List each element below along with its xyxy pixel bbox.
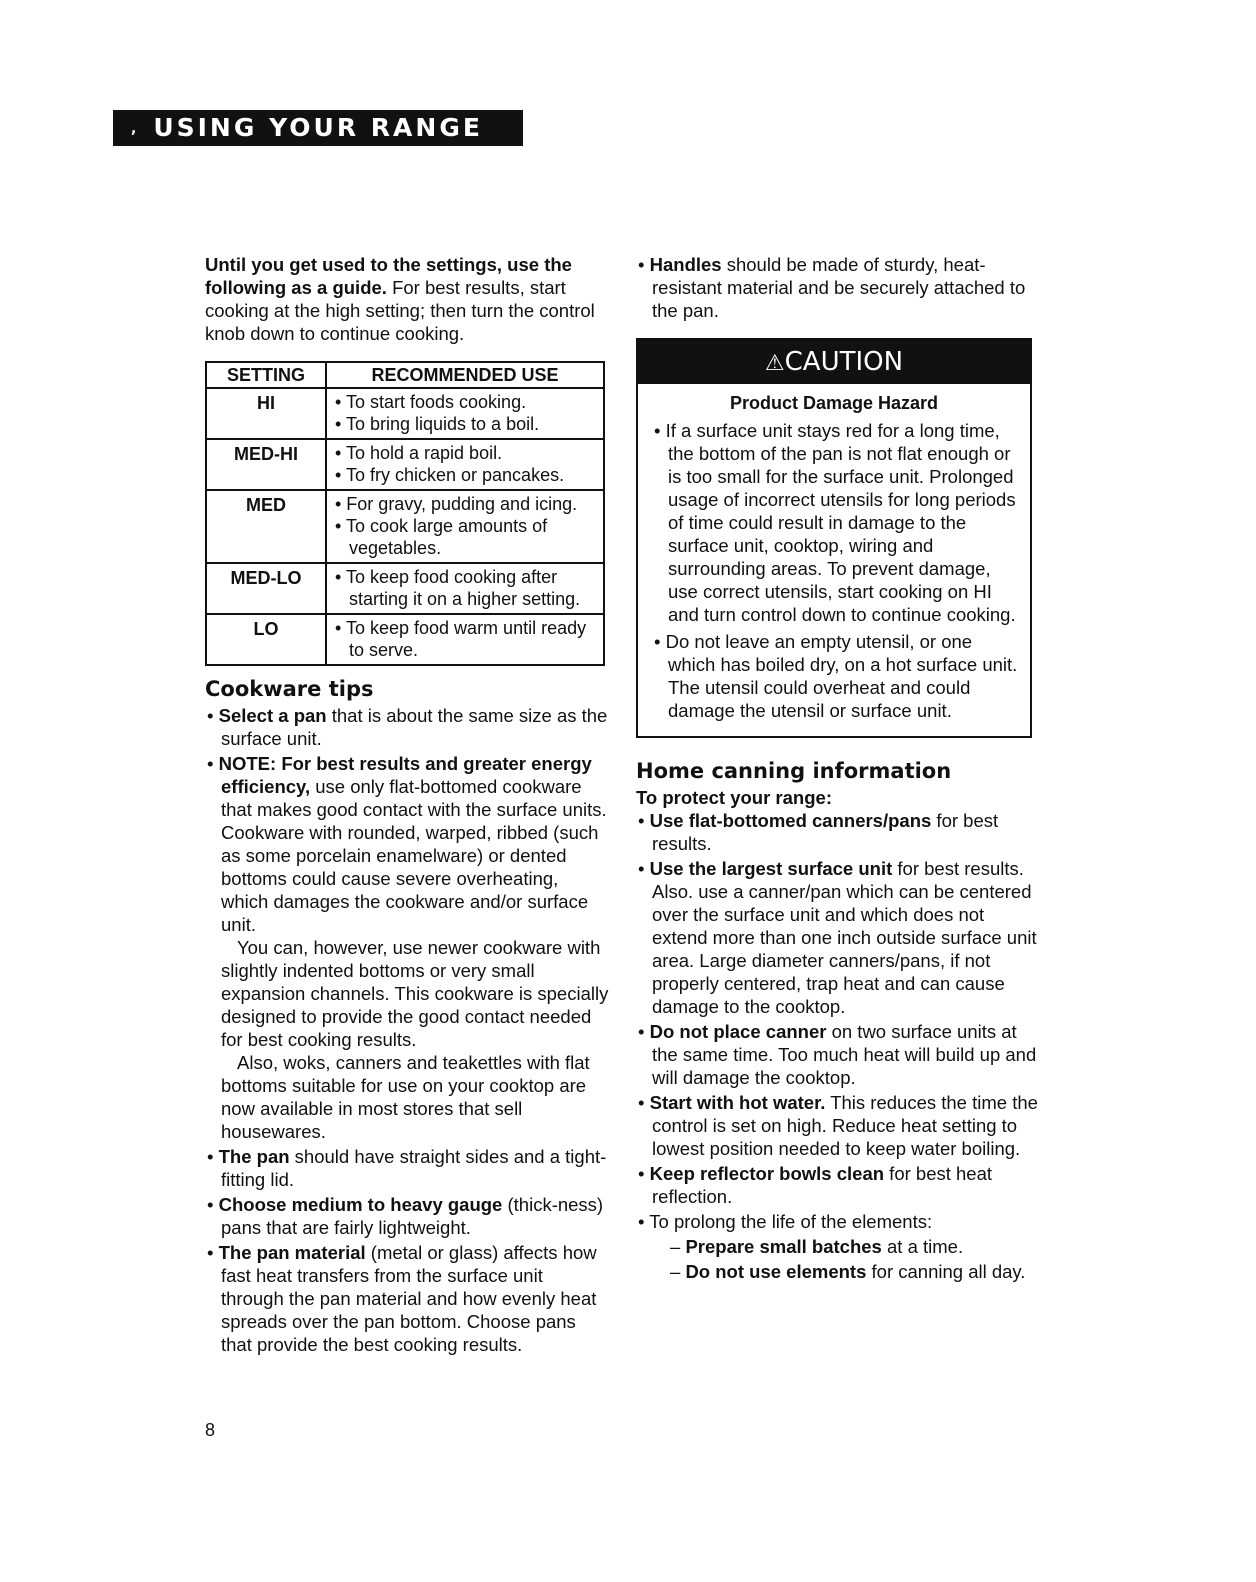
canning-bold: Use the largest surface unit — [649, 858, 893, 879]
col-header-use: RECOMMENDED USE — [326, 362, 604, 388]
canning-text: for best results. Also. use a canner/pan which can be centered over the surface unit and which does not extend more than one inch outside surface unit area. Large diameter canners/pans, if not properly centered, trap heat and can cause damage to the cooktop. — [652, 858, 1037, 1017]
handles-bold: Handles — [649, 254, 722, 275]
caution-text: If a surface unit stays red for a long time, the bottom of the pan is not flat enough or is too small for the surface unit. Prolonged usage of incorrect utensils for long periods of time could result in damage to the surface unit, cooktop, wiring and surrounding areas. To prevent damage, use correct utensils, start cooking on HI and turn control down to continue cooking. — [665, 420, 1016, 625]
dash-list — [652, 1235, 1041, 1283]
use-item: • To bring liquids to a boil. — [335, 414, 540, 434]
tip-bold: The pan — [218, 1146, 290, 1167]
table-row — [206, 563, 604, 614]
list-item: • Select a pan that is about the same size as the surface unit. — [207, 705, 608, 749]
caution-header — [638, 340, 1030, 384]
tip-text: should have straight sides and a tight-fitting lid. — [221, 1146, 607, 1190]
dash-bold: Prepare small batches — [685, 1236, 882, 1257]
dash-bold: Do not use elements — [685, 1261, 867, 1282]
intro-text: For best results, start cooking at the high setting; then turn the control knob down to continue cooking. — [205, 277, 595, 344]
list-item: • Use the largest surface unit for best results. Also. use a canner/pan which can be centered over the surface unit and which does not extend more than one inch outside surface unit area. Large diameter canners/pans, if not properly centered, trap heat and can cause damage to the cooktop. — [638, 858, 1037, 1017]
canning-bold: Start with hot water. — [649, 1092, 826, 1113]
setting-cell: MED — [206, 490, 326, 563]
canning-bold: Keep reflector bowls clean — [649, 1163, 885, 1184]
use-item: • To fry chicken or pancakes. — [335, 465, 565, 485]
setting-cell: MED-HI — [206, 439, 326, 490]
caution-list — [638, 419, 1030, 722]
table-row — [206, 490, 604, 563]
caution-subtitle: Product Damage Hazard — [729, 393, 939, 413]
right-column — [636, 253, 1041, 1285]
list-item: • Handles should be made of sturdy, heat-resistant material and be securely attached to the pan. — [638, 254, 1026, 321]
use-item: • To keep food cooking after starting it on a higher setting. — [335, 567, 581, 609]
intro-bold: Until you get used to the settings, use the following as a guide. — [205, 254, 572, 298]
setting-cell: HI — [206, 388, 326, 439]
left-column — [205, 253, 610, 1358]
list-item: • Do not leave an empty utensil, or one which has boiled dry, on a hot surface unit. The utensil could overheat and could damage the utensil or surface unit. — [654, 631, 1018, 721]
canning-text: This reduces the time the control is set on high. Reduce heat setting to lowest position needed to keep water boiling. — [652, 1092, 1038, 1159]
use-item: • To cook large amounts of vegetables. — [335, 516, 548, 558]
list-item: • Do not place canner on two surface units at the same time. Too much heat will build up and will damage the cooktop. — [638, 1021, 1037, 1088]
canning-bold: Do not place canner — [649, 1021, 827, 1042]
cookware-tips-list — [205, 704, 610, 1356]
tip-text: that is about the same size as the surface unit. — [221, 705, 608, 749]
page-number: 8 — [205, 1420, 216, 1440]
use-cell — [326, 490, 604, 563]
use-cell — [326, 614, 604, 665]
setting-cell: LO — [206, 614, 326, 665]
tip-text: (metal or glass) affects how fast heat transfers from the surface unit through the pan material and how evenly heat spreads over the pan bottom. Choose pans that provide the best cooking results. — [221, 1242, 597, 1355]
table-row — [206, 439, 604, 490]
settings-table — [205, 361, 605, 666]
handles-list — [636, 253, 1041, 322]
handles-text: should be made of sturdy, heat-resistant material and be securely attached to the pan. — [652, 254, 1026, 321]
table-header-row — [206, 362, 604, 388]
list-item: • Choose medium to heavy gauge (thick-ness) pans that are fairly lightweight. — [207, 1194, 604, 1238]
section-banner — [113, 110, 523, 146]
tip-bold: Choose medium to heavy gauge — [218, 1194, 503, 1215]
use-item: • To keep food warm until ready to serve. — [335, 618, 587, 660]
tip-bold: Select a pan — [218, 705, 327, 726]
dash-item: – Do not use elements for canning all day. — [670, 1261, 1026, 1282]
list-item: • The pan material (metal or glass) affects how fast heat transfers from the surface unit through the pan material and how evenly heat spreads over the pan bottom. Choose pans that provide the best cooking results. — [207, 1242, 597, 1355]
list-item: • The pan should have straight sides and a tight-fitting lid. — [207, 1146, 607, 1190]
canning-text: for best heat reflection. — [652, 1163, 993, 1207]
caution-title: CAUTION — [784, 347, 904, 377]
use-item: • For gravy, pudding and icing. — [335, 494, 578, 514]
dash-item: – Prepare small batches at a time. — [670, 1236, 964, 1257]
canning-heading: Home canning information — [636, 759, 952, 783]
canning-list — [636, 809, 1041, 1283]
dash-text: at a time. — [881, 1236, 964, 1257]
setting-cell: MED-LO — [206, 563, 326, 614]
table-row — [206, 388, 604, 439]
list-item: • If a surface unit stays red for a long time, the bottom of the pan is not flat enough or is too small for the surface unit. Prolonged usage of incorrect utensils for long periods of time could result in damage to the surface unit, cooktop, wiring and surrounding areas. To prevent damage, use correct utensils, start cooking on HI and turn control down to continue cooking. — [654, 420, 1016, 625]
use-item: • To hold a rapid boil. — [335, 443, 503, 463]
list-item: • Keep reflector bowls clean for best heat reflection. — [638, 1163, 993, 1207]
list-item: • To prolong the life of the elements: – Prepare small batches at a time. – Do not use elements for canning all day. — [636, 1210, 1041, 1283]
banner-bullet: , — [131, 121, 140, 137]
use-cell — [326, 388, 604, 439]
list-item: • Start with hot water. This reduces the time the control is set on high. Reduce heat setting to lowest position needed to keep water boiling. — [638, 1092, 1038, 1159]
use-cell — [326, 439, 604, 490]
list-item: • Use flat-bottomed canners/pans for best results. — [638, 810, 999, 854]
tip-paragraph: You can, however, use newer cookware with slightly indented bottoms or very small expansion channels. This cookware is specially designed to provide the good contact needed for best cooking results. — [221, 937, 609, 1050]
canning-bold: Use flat-bottomed canners/pans — [649, 810, 932, 831]
table-row — [206, 614, 604, 665]
caution-box — [636, 338, 1032, 738]
dash-text: for canning all day. — [866, 1261, 1026, 1282]
use-cell — [326, 563, 604, 614]
list-item: • NOTE: For best results and greater energy efficiency, use only flat-bottomed cookware that makes good contact with the surface units. Cookware with rounded, warped, ribbed (such as some porcelain enamelware) or dented bottoms could cause severe overheating, which damages the cookware and/or surface unit. You can, however, use newer cookware with slightly indented bottoms or very small expansion channels. This cookware is specially designed to provide the good contact needed for best cooking results. Also, woks, canners and teakettles with flat bottoms suitable for use on your cooktop are now available in most stores that sell housewares. — [207, 753, 609, 1142]
intro-paragraph — [205, 253, 610, 345]
section-title: USING YOUR RANGE — [153, 113, 483, 142]
canning-text: for best results. — [652, 810, 999, 854]
cookware-heading: Cookware tips — [205, 677, 374, 701]
tip-text: (thick-ness) pans that are fairly lightweight. — [221, 1194, 604, 1238]
warning-triangle-icon: ⚠ — [764, 351, 785, 376]
tip-bold: The pan material — [218, 1242, 366, 1263]
tip-bold: NOTE: For best results and greater energy efficiency, — [218, 753, 592, 797]
use-item: • To start foods cooking. — [335, 392, 527, 412]
tip-paragraph: Also, woks, canners and teakettles with flat bottoms suitable for use on your cooktop are now available in most stores that sell housewares. — [221, 1052, 590, 1142]
canning-text: To prolong the life of the elements: — [649, 1211, 933, 1232]
tip-text: use only flat-bottomed cookware that makes good contact with the surface units. Cookware with rounded, warped, ribbed (such as some porcelain enamelware) or dented bottoms could cause severe overheating, which damages the cookware and/or surface unit. — [221, 776, 607, 935]
caution-text: Do not leave an empty utensil, or one which has boiled dry, on a hot surface unit. The utensil could overheat and could damage the utensil or surface unit. — [665, 631, 1018, 721]
canning-lead: To protect your range: — [636, 787, 832, 808]
col-header-setting: SETTING — [206, 362, 326, 388]
canning-text: on two surface units at the same time. Too much heat will build up and will damage the cooktop. — [652, 1021, 1037, 1088]
